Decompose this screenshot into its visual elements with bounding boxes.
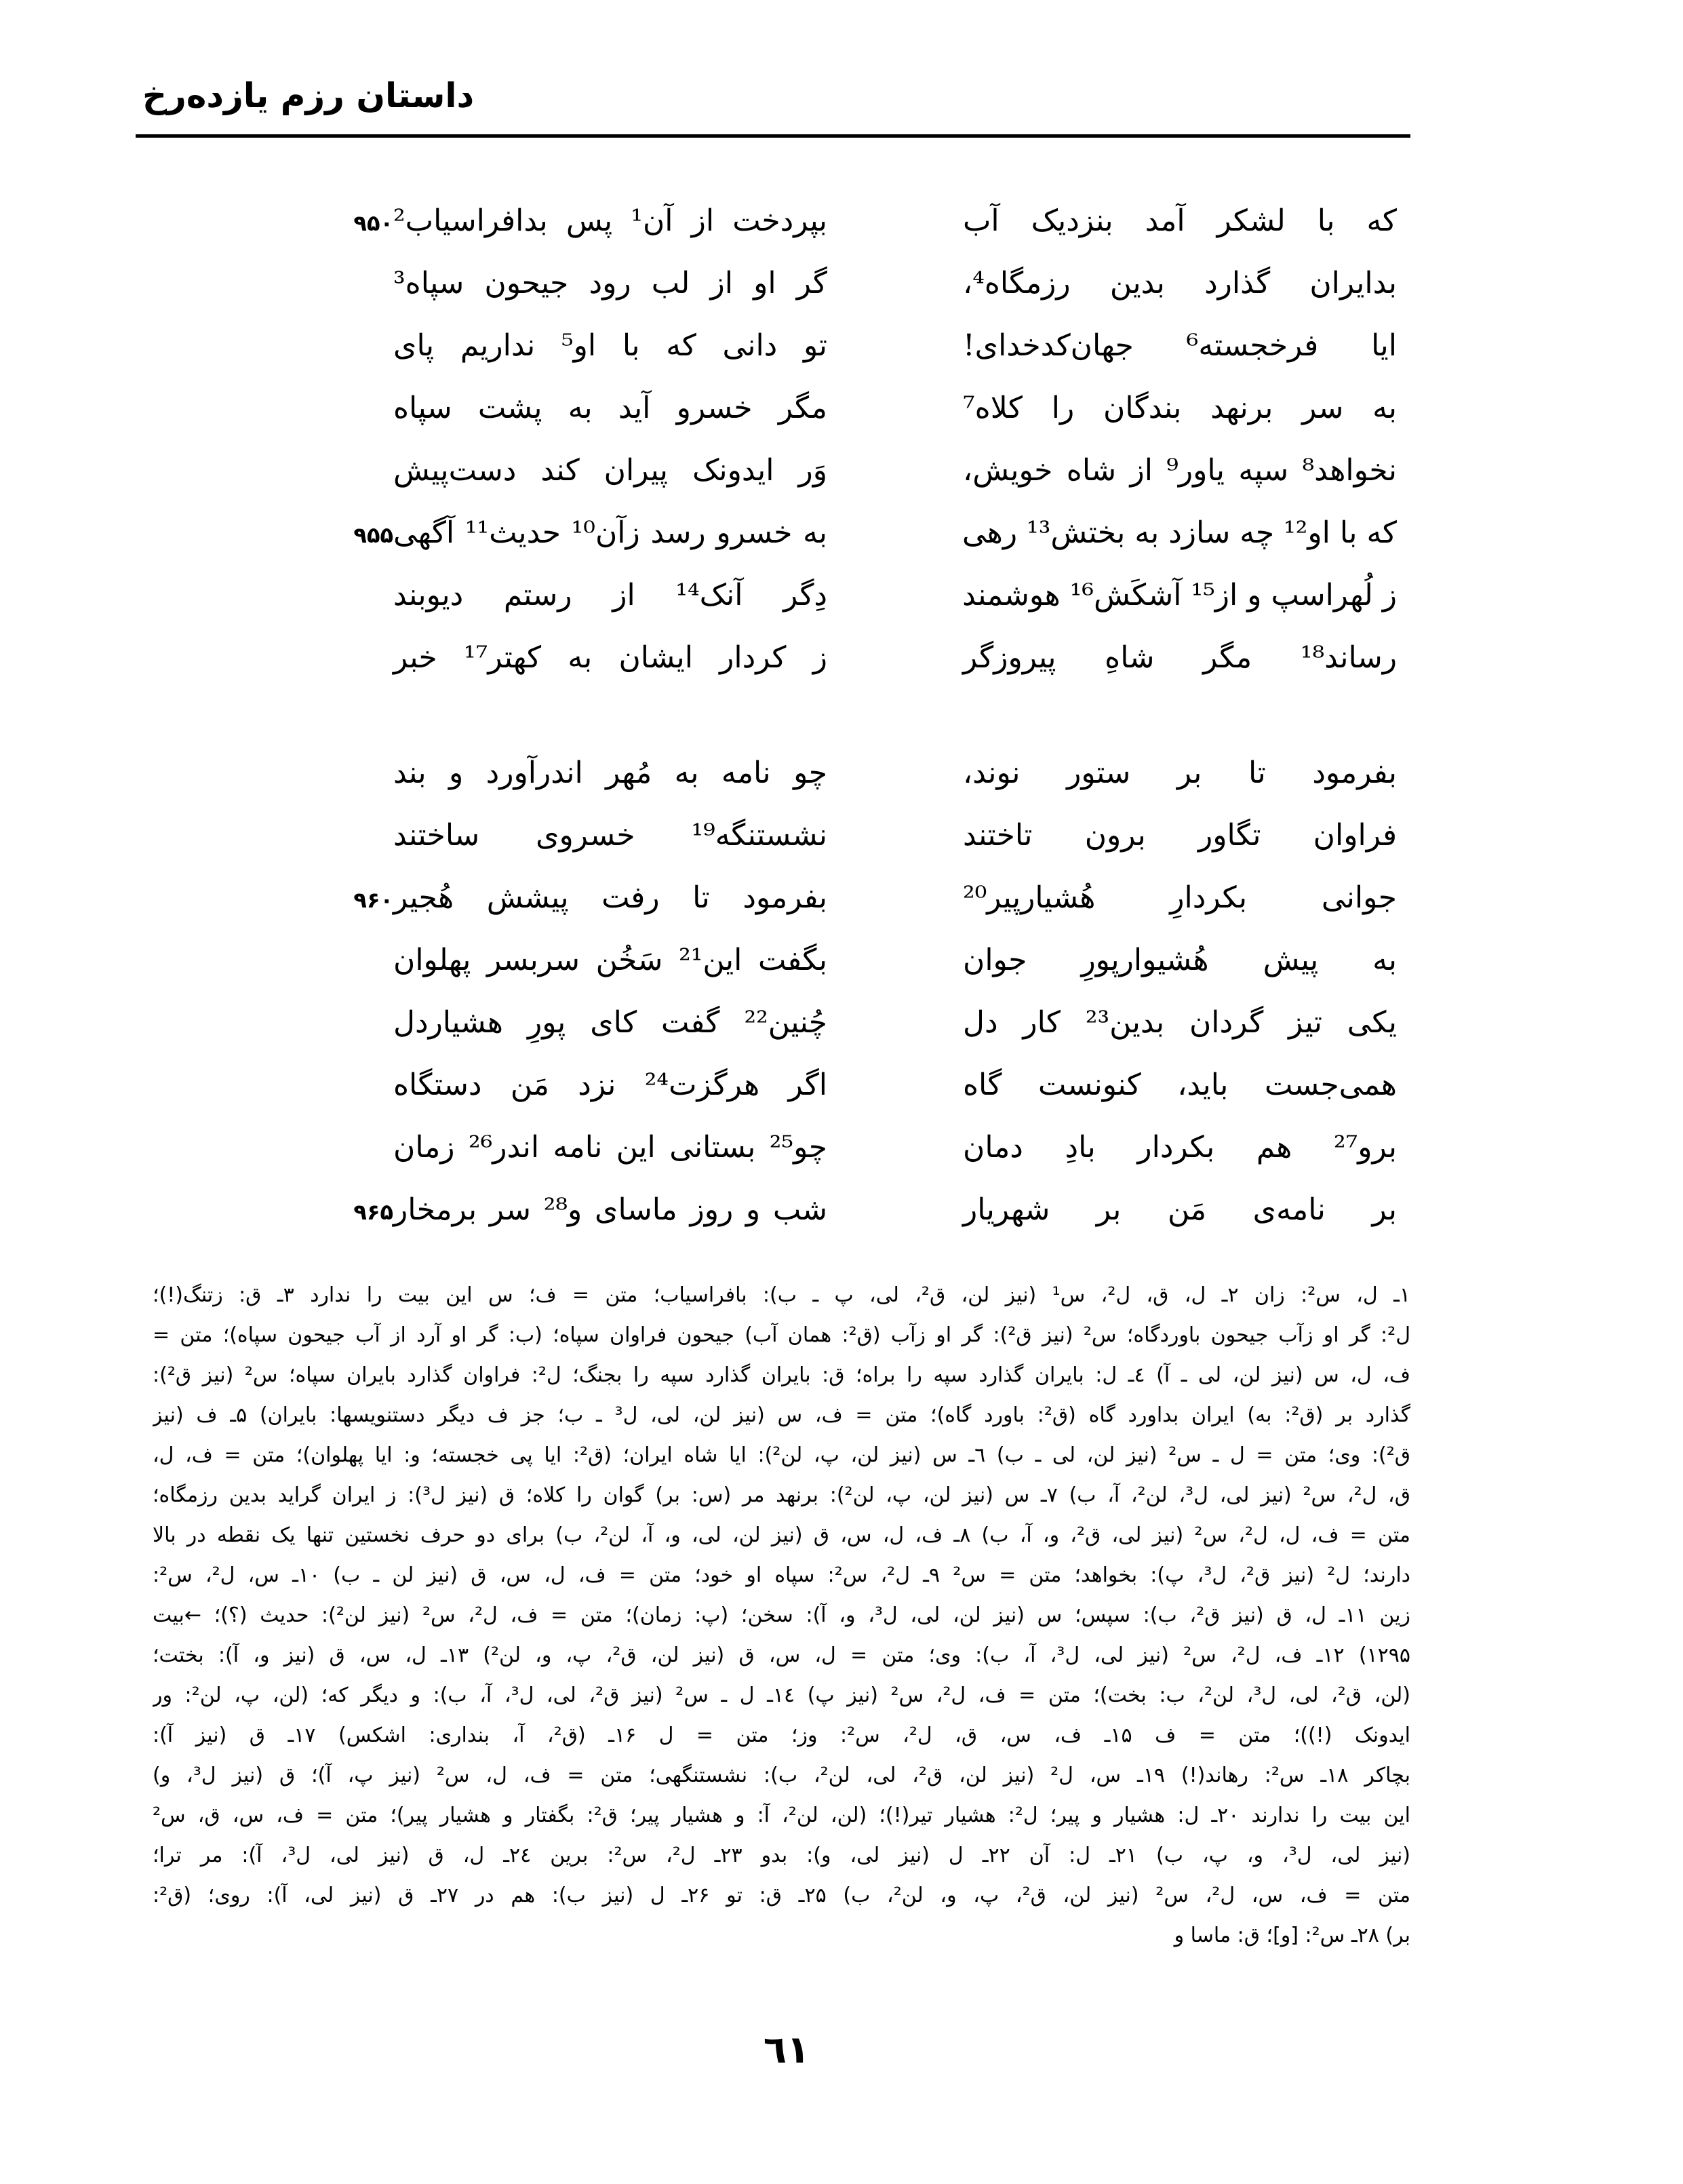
couplet	[285, 756, 1410, 818]
second-hemistich: ایا فرخجسته⁶ جهان‌کدخدای!	[963, 328, 1397, 363]
first-hemistich: ز کردار ایشان به کهتر¹⁷ خبر	[393, 640, 827, 675]
second-hemistich: ز لُهراسپ و از¹⁵ آشکَش¹⁶ هوشمند	[962, 578, 1397, 612]
first-hemistich: وَر ایدونک پیران کند دست‌پیش	[393, 453, 827, 488]
first-hemistich: گر او از لب رود جیحون سپاه³	[393, 266, 827, 300]
verse-number: ۹۵۰	[353, 210, 393, 236]
couplet	[285, 1192, 1410, 1255]
verse-number: ۹۶۵	[353, 1199, 393, 1225]
first-hemistich: شب و روز ماسای و²⁸ سر برمخار	[393, 1192, 827, 1227]
footnote-line: ۱۲۹۵) ۱۲ـ ف، ل²، س² (نیز لی، ل³، آ، ب): وی؛ متن = ل، س، ق (نیز لن، ق²، پ، و، لن²) ۱۳ـ ل، س، ق (نیز و، آ): بختت؛	[153, 1643, 1410, 1667]
first-hemistich: چو²⁵ بستانی این نامه اندر²⁶ زمان	[393, 1130, 827, 1165]
stanza-2	[285, 756, 1410, 1255]
second-hemistich: فراوان تگاور برون تاختند	[963, 818, 1397, 853]
footnote-line: متن = ف، ل، ل²، س² (نیز لی، ق²، و، آ، ب) ۸ـ ف، ل، س، ق (نیز لن، لی، و، آ، لن²، ب) برای دو حرف نخستین تنها یک نقطه در بالا	[153, 1523, 1410, 1547]
couplet	[285, 266, 1410, 328]
footnote-line: این بیت را ندارند ۲۰ـ ل: هشیار و پیر؛ ل²: هشیار تیر(!)؛ (لن، لن²، آ: و هشیار پیر؛ ق²: بگفتار و هشیار پیر)؛ متن = ف، س، ق، س²	[153, 1803, 1410, 1827]
poem-body	[285, 203, 1410, 1308]
footnote-line: متن = ف، س، ل²، س² (نیز لن، ق²، پ، و، لن²، ب) ۲۵ـ ق: تو ۲۶ـ ل (نیز ب): هم در ۲۷ـ ق (نیز لی، آ): روی؛ (ق²:	[153, 1884, 1410, 1907]
couplet	[285, 453, 1410, 515]
footnote-line: (لن، ق²، لی، ل³، لن²، ب: بخت)؛ متن = ف، ل²، س² (نیز پ) ١٤ـ ل ـ س² (نیز ق²، لی، ل³، آ، ب): و دیگر که؛ (لن، پ، لن²: ور	[153, 1683, 1410, 1707]
couplet	[285, 943, 1410, 1005]
footnote-line: ل²: گر او زآب جیحون باوردگاه؛ س² (نیز ق²): گر او زآب (ق²: همان آب) جیحون فراوان سپاه؛ (ب: گر او آرد از آب جیحون سپاه)؛ متن =	[153, 1323, 1410, 1347]
footnote-line: زین ۱۱ـ ل، ق (نیز ق²، ب): سپس؛ س (نیز لن، لی، ل³، و، آ): سخن؛ (پ: زمان)؛ متن = ف، ل²، س² (نیز لن²): حدیث (؟)؛ ←بیت	[153, 1603, 1410, 1627]
couplet	[285, 203, 1410, 266]
second-hemistich: که با لشکر آمد بنزدیک آب	[963, 203, 1397, 238]
footnote-line: گذارد بر (ق²: به) ایران بداورد گاه (ق²: باورد گاه)؛ متن = ف، س (نیز لن، لی، ل³ ـ ب؛ جز ف دیگر دستنویسها: بایران) ۵ـ ف (نیز	[153, 1403, 1410, 1427]
second-hemistich: بفرمود تا بر ستور نوند،	[963, 756, 1397, 790]
second-hemistich: رساند¹⁸ مگر شاهِ پیروزگر	[963, 640, 1397, 675]
couplet	[285, 1005, 1410, 1068]
first-hemistich: به خسرو رسد زآن¹⁰ حدیث¹¹ آگهی	[393, 515, 827, 550]
second-hemistich: همی‌جست باید، کنونست گاه	[963, 1068, 1397, 1102]
first-hemistich: تو دانی که با او⁵ نداریم پای	[393, 328, 827, 363]
second-hemistich: جوانی بکردارِ هُشیارپیر²⁰	[963, 880, 1397, 915]
couplet	[285, 328, 1410, 391]
first-hemistich: چو نامه به مُهر اندرآورد و بند	[393, 756, 827, 790]
footnotes	[153, 1275, 1410, 1955]
first-hemistich: بفرمود تا رفت پیشش هُجیر	[393, 880, 827, 915]
footnote-line: ق²): وی؛ متن = ل ـ س² (نیز لن، لی ـ ب) ٦ـ س (نیز لن، پ، لن²): ایا شاه ایران؛ (ق²: ایا پی خجسته؛ و: ایا پهلوان)؛ متن = ف، ل،	[153, 1443, 1410, 1467]
couplet	[285, 1130, 1410, 1192]
couplet	[285, 515, 1410, 578]
couplet	[285, 391, 1410, 453]
second-hemistich: بدایران گذارد بدین رزمگاه⁴،	[963, 266, 1397, 300]
header-rule	[136, 134, 1410, 138]
second-hemistich: به پیش هُشیوارپورِ جوان	[963, 943, 1397, 977]
couplet	[285, 578, 1410, 640]
footnote-line: ۱ـ ل، س²: زان ۲ـ ل، ق، ل²، س¹ (نیز لن، ق²، لی، پ ـ ب): بافراسیاب؛ متن = ف؛ س این بیت را ندارد ۳ـ ق: زتنگ(!)؛	[153, 1283, 1410, 1307]
footnote-line: بر) ۲۸ـ س²: [و]؛ ق: ماسا و	[1174, 1924, 1410, 1947]
second-hemistich: بر نامه‌ی مَن بر شهریار	[963, 1192, 1397, 1227]
first-hemistich: بگفت این²¹ سَخُن سربسر پهلوان	[393, 943, 827, 977]
page-header	[136, 76, 1410, 137]
first-hemistich: اگر هرگزت²⁴ نزد مَن دستگاه	[393, 1068, 828, 1102]
second-hemistich: یکی تیز گردان بدین²³ کار دل	[963, 1005, 1398, 1040]
first-hemistich: دِگر آنک¹⁴ از رستم دیوبند	[393, 578, 828, 612]
verse-number: ۹۵۵	[353, 522, 393, 548]
footnote-line: بچاکر ۱۸ـ س²: رهاند(!) ۱۹ـ س، ل² (نیز لن، ق²، لی، لن²، ب): نشستنگهی؛ متن = ف، ل، س² (نیز پ، آ)؛ ق (نیز ل³، و)	[153, 1763, 1410, 1787]
footnote-line: ق، ل²، س² (نیز لی، ل³، لن²، آ، ب) ۷ـ س (نیز لن، پ، لن²): برنهد مر (س: بر) گوان را کلاه؛ ق (نیز ل³): ز ایران گراید بدین رزمگاه؛	[153, 1483, 1410, 1507]
couplet	[285, 880, 1410, 943]
verse-number: ۹۶۰	[353, 887, 393, 913]
second-hemistich: که با او¹² چه سازد به بختش¹³ رهی	[962, 515, 1397, 550]
couplet	[285, 1068, 1410, 1130]
page-number: ٦١	[763, 2028, 810, 2072]
couplet	[285, 640, 1410, 703]
first-hemistich: نشستنگه¹⁹ خسروی ساختند	[393, 818, 827, 853]
footnote-line: ایدونک (!))؛ متن = ف ۱۵ـ ف، س، ق، ل²، س²: وز؛ متن = ل ۱۶ـ (ق²، آ، بنداری: اشکس) ۱۷ـ ق (نیز آ):	[153, 1723, 1410, 1747]
footnote-line: ف، ل، س (نیز لن، لی ـ آ) ٤ـ ل: بایران گذارد سپه را براه؛ ق: بایران گذارد سپه را بجنگ؛ ل²: فراوان گذارد بایران سپاه؛ س² (نیز ق²):	[153, 1363, 1410, 1387]
second-hemistich: برو²⁷ هم بکردار بادِ دمان	[963, 1130, 1397, 1165]
second-hemistich: نخواهد⁸ سپه یاور⁹ از شاه خویش،	[963, 453, 1397, 488]
first-hemistich: مگر خسرو آید به پشت سپاه	[393, 391, 827, 425]
footnote-line: دارند؛ ل² (نیز ق²، ل³، پ): بخواهد؛ متن = س² ۹ـ ل²، س²: سپاه او خود؛ متن = ف، ل، س، ق (نیز لن ـ ب) ۱۰ـ س، ل²، س²:	[153, 1563, 1410, 1587]
stanza-1	[285, 203, 1410, 703]
running-title: داستان رزم یازده‌رخ	[142, 76, 475, 115]
couplet	[285, 818, 1410, 880]
first-hemistich: بپردخت از آن¹ پس بدافراسیاب²	[393, 203, 828, 238]
footnote-line: (نیز لی، ل³، و، پ، ب) ۲۱ـ ل: آن ۲۲ـ ل (نیز لی، و): بدو ۲۳ـ ل²، س²: برین ٢٤ـ ل، ق (نیز لی، ل³، آ): مر ترا؛	[153, 1844, 1410, 1867]
first-hemistich: چُنین²² گفت کای پورِ هشیاردل	[393, 1005, 827, 1040]
second-hemistich: به سر برنهد بندگان را کلاه⁷	[963, 391, 1397, 425]
